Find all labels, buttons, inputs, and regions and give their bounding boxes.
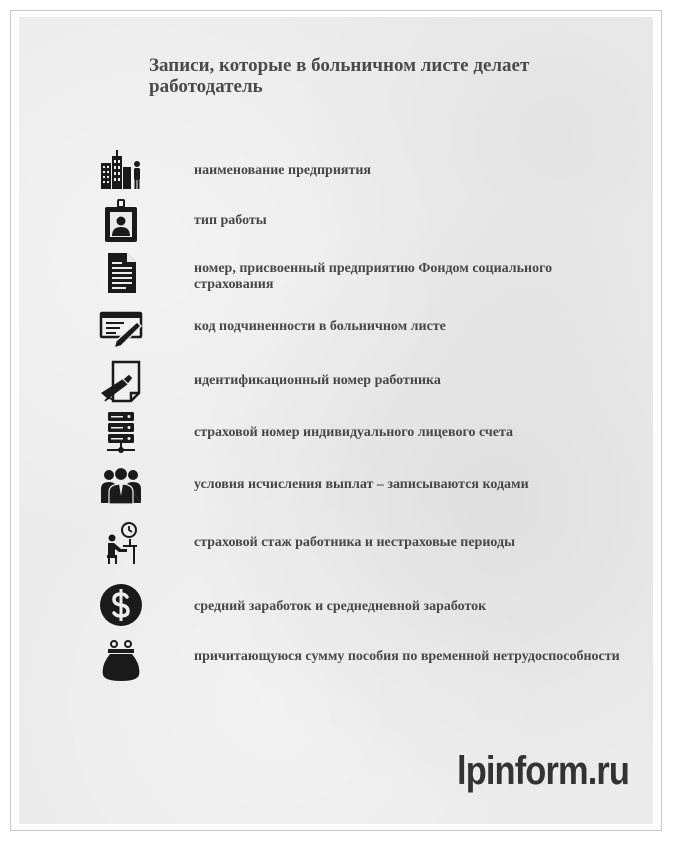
list-item — [19, 249, 659, 299]
item-label: тип работы — [194, 213, 267, 228]
certificate-pen-icon — [97, 303, 145, 351]
office-buildings-icon — [97, 145, 145, 193]
infographic-frame — [10, 10, 662, 831]
item-label: наименование предприятия — [194, 163, 371, 178]
list-item — [19, 515, 659, 565]
page-title: Записи, которые в больничном листе делает работодатель — [149, 55, 530, 97]
item-label: номер, присвоенный предприятию Фондом социального страхования — [194, 261, 553, 292]
worker-clock-icon — [97, 519, 145, 567]
list-item — [19, 357, 659, 407]
people-group-icon — [97, 461, 145, 509]
list-item — [19, 581, 659, 631]
item-label: условия исчисления выплат – записываются кодами — [194, 477, 529, 492]
site-watermark: lpinform.ru — [457, 749, 630, 793]
item-label: идентификационный номер работника — [194, 373, 441, 388]
list-item — [19, 303, 659, 353]
list-item — [19, 637, 659, 687]
signing-document-icon — [97, 357, 145, 405]
list-item — [19, 195, 659, 245]
item-label: причитающуюся сумму пособия по временной нетрудоспособности — [194, 649, 620, 664]
paper-background — [19, 17, 653, 824]
id-badge-icon — [97, 197, 145, 245]
server-icon — [97, 409, 145, 457]
item-label: код подчиненности в больничном листе — [194, 319, 446, 334]
item-label: страховой стаж работника и нестраховые периоды — [194, 535, 516, 550]
item-label: страховой номер индивидуального лицевого счета — [194, 425, 514, 440]
purse-icon — [97, 637, 145, 685]
dollar-coin-icon — [97, 581, 145, 629]
list-item — [19, 145, 659, 195]
list-item — [19, 409, 659, 459]
list-item — [19, 461, 659, 511]
document-icon — [97, 249, 145, 297]
item-label: средний заработок и среднедневной заработок — [194, 599, 487, 614]
